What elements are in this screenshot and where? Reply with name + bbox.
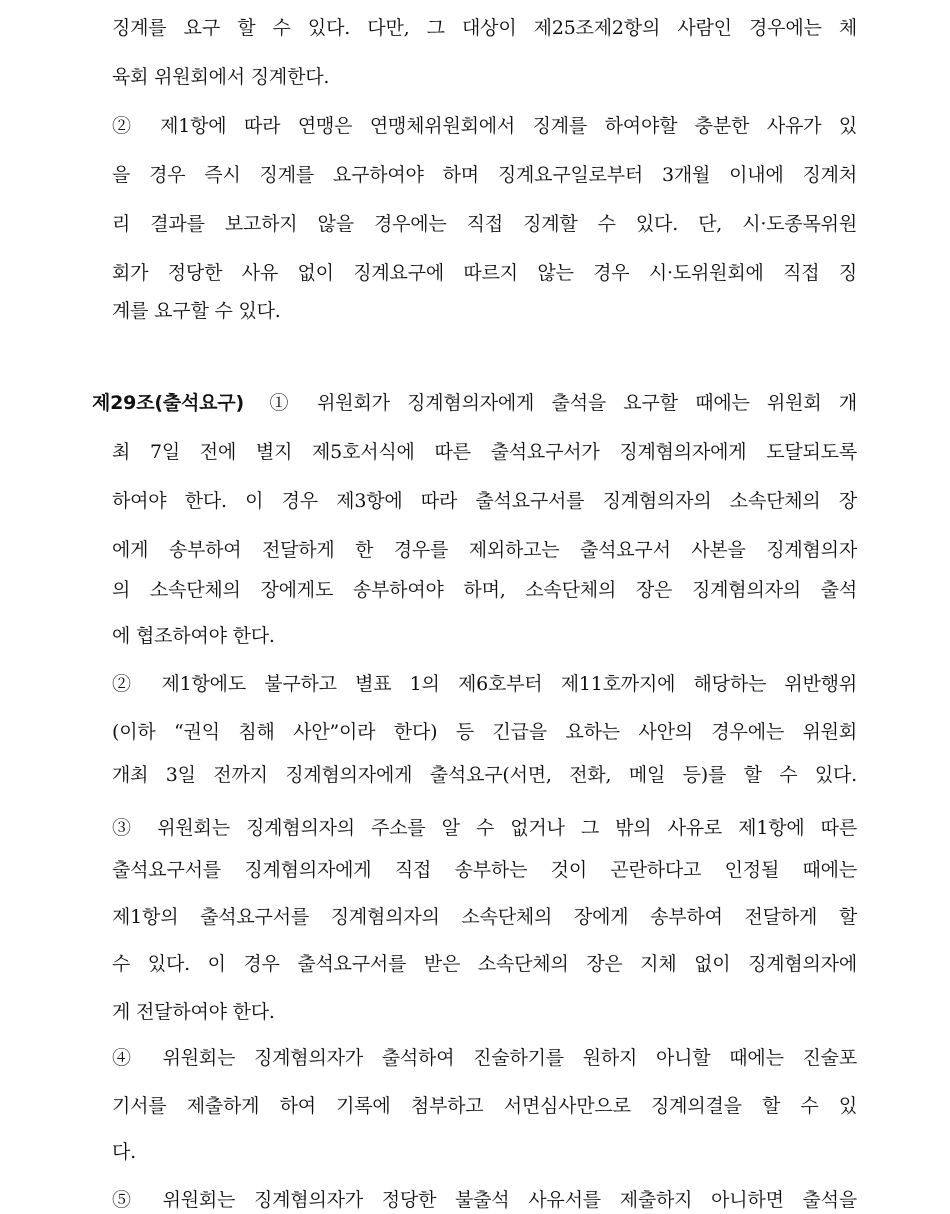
text-line: ⑤ 위원회는 징계혐의자가 정당한 불출석 사유서를 제출하지 아니하면 출석을 xyxy=(112,1189,857,1211)
text-line: ② 제1항에도 불구하고 별표 1의 제6호부터 제11호까지에 해당하는 위반행위 xyxy=(112,673,857,695)
text-line: 리 결과를 보고하지 않을 경우에는 직접 징계할 수 있다. 단, 시·도종목위원 xyxy=(112,213,857,235)
text-line: 기서를 제출하게 하여 기록에 첨부하고 서면심사만으로 징계의결을 할 수 있 xyxy=(112,1095,857,1117)
text-line: 다. xyxy=(112,1141,136,1163)
text-line: 최 7일 전에 별지 제5호서식에 따른 출석요구서가 징계혐의자에게 도달되도록 xyxy=(112,441,857,463)
text-line: 회가 정당한 사유 없이 징계요구에 따르지 않는 경우 시·도위원회에 직접 징 xyxy=(112,262,857,284)
text-line: ③ 위원회는 징계혐의자의 주소를 알 수 없거나 그 밖의 사유로 제1항에 따른 xyxy=(112,817,857,839)
article-heading: 제29조(출석요구) xyxy=(92,392,244,414)
text-line: 을 경우 즉시 징계를 요구하여야 하며 징계요구일로부터 3개월 이내에 징계처 xyxy=(112,164,857,186)
text-line: ④ 위원회는 징계혐의자가 출석하여 진술하기를 원하지 아니할 때에는 진술포 xyxy=(112,1047,857,1069)
text-line: 계를 요구할 수 있다. xyxy=(112,300,281,322)
text-line: 의 소속단체의 장에게도 송부하여야 하며, 소속단체의 장은 징계혐의자의 출석 xyxy=(112,579,857,601)
text-line: 수 있다. 이 경우 출석요구서를 받은 소속단체의 장은 지체 없이 징계혐의자에 xyxy=(112,953,857,975)
text-line: 개최 3일 전까지 징계혐의자에게 출석요구(서면, 전화, 메일 등)를 할 수 있다. xyxy=(112,764,857,786)
text-line: 제1항의 출석요구서를 징계혐의자의 소속단체의 장에게 송부하여 전달하게 할 xyxy=(112,906,857,928)
text-line: 에게 송부하여 전달하게 한 경우를 제외하고는 출석요구서 사본을 징계혐의자 xyxy=(112,539,857,561)
text-line: 게 전달하여야 한다. xyxy=(112,1001,275,1023)
text-line: 육회 위원회에서 징계한다. xyxy=(112,66,330,88)
text-line: (이하 “권익 침해 사안”이라 한다) 등 긴급을 요하는 사안의 경우에는 위원회 xyxy=(112,721,857,743)
text-line: 하여야 한다. 이 경우 제3항에 따라 출석요구서를 징계혐의자의 소속단체의 장 xyxy=(112,490,857,512)
text-line: ① 위원회가 징계혐의자에게 출석을 요구할 때에는 위원회 개 xyxy=(257,392,857,414)
text-line: ② 제1항에 따라 연맹은 연맹체위원회에서 징계를 하여야할 충분한 사유가 있 xyxy=(112,115,857,137)
article-first-line xyxy=(92,389,857,417)
text-line: 징계를 요구 할 수 있다. 다만, 그 대상이 제25조제2항의 사람인 경우에는 체 xyxy=(112,17,857,39)
text-line: 에 협조하여야 한다. xyxy=(112,625,275,647)
text-line: 출석요구서를 징계혐의자에게 직접 송부하는 것이 곤란하다고 인정될 때에는 xyxy=(112,859,857,881)
